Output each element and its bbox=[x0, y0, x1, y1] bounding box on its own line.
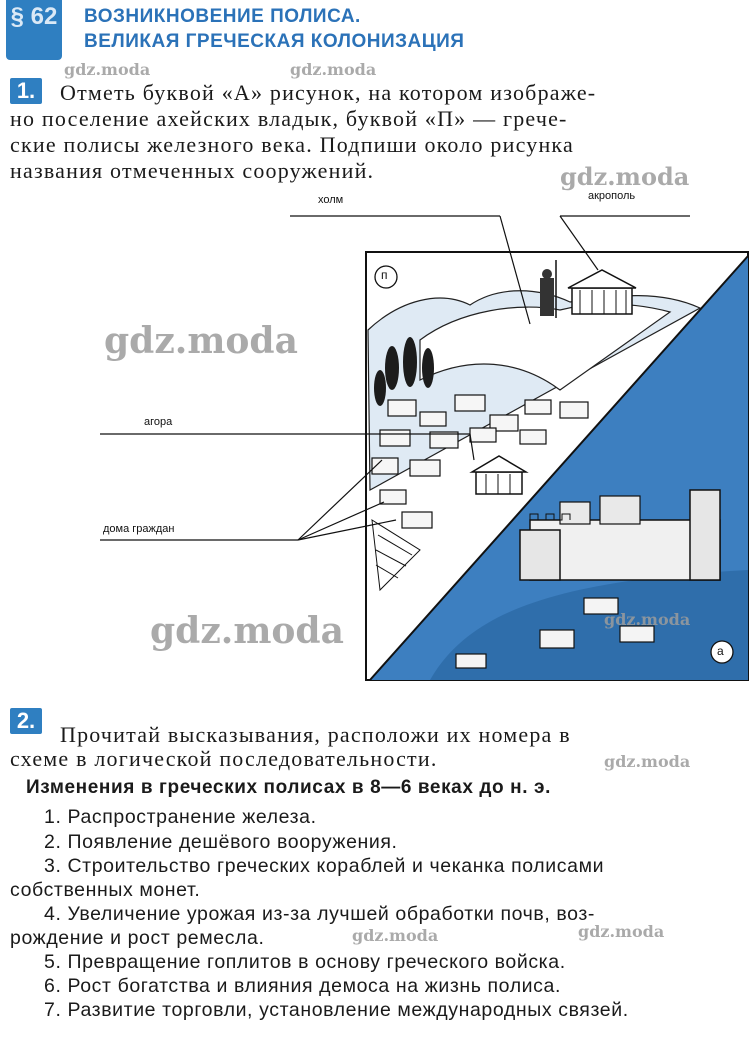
mark-p: п bbox=[381, 268, 388, 282]
task-1-number: 1. bbox=[10, 78, 42, 104]
task-1-line-2: но поселение ахейских владык, буквой «П» — грече- bbox=[10, 106, 568, 131]
list-item: 3. Строительство греческих кораблей и чеканка полисами bbox=[44, 855, 605, 877]
label-agora: агора bbox=[144, 416, 173, 428]
watermark: gdz.moda bbox=[64, 60, 151, 79]
list-item: 2. Появление дешёвого вооружения. bbox=[44, 831, 398, 853]
section-title-line-2: ВЕЛИКАЯ ГРЕЧЕСКАЯ КОЛОНИЗАЦИЯ bbox=[84, 31, 465, 52]
watermark: gdz.moda bbox=[578, 922, 665, 941]
watermark: gdz.moda bbox=[604, 610, 691, 629]
list-item-continued: собственных монет. bbox=[10, 879, 201, 901]
list-item: 1. Распространение железа. bbox=[44, 806, 317, 828]
task-1-line-1: Отметь буквой «А» рисунок, на котором изображе- bbox=[60, 80, 597, 105]
list-item: 4. Увеличение урожая из-за лучшей обработки почв, воз- bbox=[44, 903, 595, 925]
task-2-line-1: Прочитай высказывания, расположи их номера в bbox=[60, 722, 571, 747]
list-item: 6. Рост богатства и влияния демоса на жизнь полиса. bbox=[44, 975, 561, 997]
list-item-continued: рождение и рост ремесла. bbox=[10, 927, 265, 949]
watermark: gdz.moda bbox=[290, 60, 377, 79]
task-1-line-3: ские полисы железного века. Подпиши около рисунка bbox=[10, 132, 574, 157]
watermark: gdz.moda bbox=[352, 926, 439, 945]
label-citizen-houses: дома граждан bbox=[103, 523, 175, 535]
list-item: 7. Развитие торговли, установление международных связей. bbox=[44, 999, 629, 1021]
watermark: gdz.moda bbox=[104, 320, 298, 362]
label-acropolis: акрополь bbox=[588, 190, 636, 202]
task-2-number: 2. bbox=[10, 708, 42, 734]
watermark: gdz.moda bbox=[604, 752, 691, 771]
label-hill: холм bbox=[318, 194, 344, 206]
mark-a: а bbox=[717, 644, 724, 658]
list-heading: Изменения в греческих полисах в 8—6 веках до н. э. bbox=[26, 777, 551, 798]
watermark: gdz.moda bbox=[150, 610, 344, 652]
section-title-line-1: ВОЗНИКНОВЕНИЕ ПОЛИСА. bbox=[84, 6, 361, 27]
task-1-line-4: названия отмеченных сооружений. bbox=[10, 158, 375, 183]
list-item: 5. Превращение гоплитов в основу греческого войска. bbox=[44, 951, 566, 973]
task-2-line-2: схеме в логической последовательности. bbox=[10, 746, 438, 771]
section-number-badge: § 62 bbox=[6, 0, 62, 60]
watermark: gdz.moda bbox=[560, 162, 690, 191]
